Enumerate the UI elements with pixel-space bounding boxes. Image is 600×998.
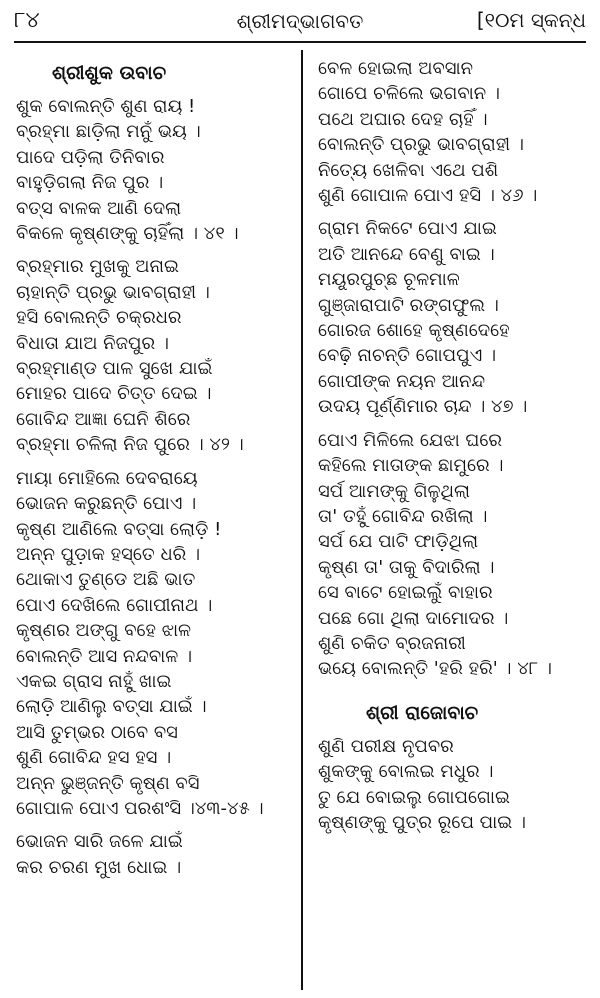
verse-line: ନିତ୍ୟେ ଖେଳିବା ଏଥେ ପଶି bbox=[318, 159, 499, 181]
verse-line: ଶୁକଙ୍କୁ ବୋଲଇ ମଧୁର । bbox=[318, 761, 494, 783]
verse-line: ବତ୍ସ ବାଳକ ଆଣି ଦେଲା bbox=[16, 197, 182, 219]
verse-line: ଲୋଡ଼ି ଆଣିଲୁ ବତ୍ସା ଯାଇଁ । bbox=[16, 696, 207, 718]
column-divider bbox=[301, 50, 303, 990]
verse-line: ପଛେ ଗୋ ଥିଲା ଦାମୋଦର । bbox=[318, 607, 509, 629]
verse-line: ଗୋରଜ ଶୋହେ କୃଷ୍ଣଦେହେ bbox=[318, 320, 510, 342]
verse-line: ସର୍ପ ଯେ ପାଟି ଫାଡ଼ିଥିଲା bbox=[318, 531, 479, 553]
verse-line: ମାୟା ମୋହିଲେ ଦେବରାୟେ bbox=[16, 467, 198, 489]
verse-line: ବେଳ ହୋଇଲା ଅବସାନ bbox=[318, 58, 474, 79]
verse-line: ବ୍ରହ୍ମାଣ୍ଡ ପାଳ ସୁଖେ ଯାଇଁ bbox=[16, 358, 213, 380]
verse-line: ଏକଇ ଗ୍ରାସ ନାହୁଁ ଖାଇ bbox=[16, 670, 172, 692]
verse-line: ଶୁଣି ପରୀକ୍ଷ ନୃପବର bbox=[318, 735, 454, 757]
verse-line: ଭୟେ ବୋଲନ୍ତି 'ହରି ହରି' । ୪୮ । bbox=[318, 658, 552, 680]
section-heading: ଶ୍ରୀଶୁକ ଉବାଚ bbox=[52, 62, 167, 84]
verse-line: ବୋଲନ୍ତି ଆସ ନନ୍ଦବାଳ । bbox=[16, 645, 193, 667]
verse-line: ଭୋଜନ ସାରି ଜଳେ ଯାଇଁ bbox=[16, 831, 183, 853]
verse-line: ମୟୂରପୁଚ୍ଛ ଚୂଳମାଳ bbox=[318, 269, 460, 291]
stanza bbox=[318, 56, 588, 208]
verse-line: କହିଲେ ମାତାଙ୍କ ଛାମୁରେ । bbox=[318, 455, 504, 477]
verse-line: ଥୋକାଏ ତୁଣ୍ଡେ ଅଛି ଭାତ bbox=[16, 569, 196, 591]
verse-line: ବାହୁଡ଼ିଗଲା ନିଜ ପୁର । bbox=[16, 172, 164, 194]
verse-line: ପୋଏ ଦେଖିଲେ ଗୋପୀନାଥ । bbox=[16, 594, 213, 616]
header-rule bbox=[14, 41, 586, 43]
stanza bbox=[16, 94, 296, 246]
verse-line: ଉଦୟ ପୂର୍ଣ୍ଣିମାର ଚାନ୍ଦ । ୪୭ । bbox=[318, 396, 528, 418]
right-column bbox=[318, 56, 588, 843]
verse-line: ମୋହର ପାଦେ ଚିତ୍ତ ଦେଇ । bbox=[16, 383, 212, 405]
verse-line: କୃଷ୍ଣ ତା' ତାକୁ ବିଦାରିଲା । bbox=[318, 556, 495, 578]
stanza bbox=[16, 254, 296, 457]
page-header bbox=[0, 0, 600, 44]
verse-line: କୃଷ୍ଣ ଆଣିଲେ ବତ୍ସା ଲୋଡ଼ି ! bbox=[16, 518, 222, 540]
verse-line: ଶୁଣି ଚକିତ ବ୍ରଜନାରୀ bbox=[318, 632, 466, 654]
verse-line: ତା' ତହୁଁ ଗୋବିନ୍ଦ ରଖିଲା । bbox=[318, 505, 488, 527]
verse-line: ପୋଏ ମିଳିଲେ ଯେଝା ଘରେ bbox=[318, 429, 503, 451]
verse-line: ଗୋପାଳ ପୋଏ ପରଶଂସି ।୪୩-୪୫ । bbox=[16, 797, 264, 819]
left-stanzas bbox=[16, 94, 296, 880]
verse-line: ବେଢ଼ି ନାଚନ୍ତି ଗୋପପୁଏ । bbox=[318, 345, 497, 367]
verse-line: ଗୁଞ୍ଜାରାପାଟି ରଙ୍ଗଫୁଲ । bbox=[318, 294, 499, 316]
verse-line: କର ଚରଣ ମୁଖ ଧୋଇ । bbox=[16, 856, 182, 878]
verse-line: ଗୋପେ ଚଳିଲେ ଭଗବାନ । bbox=[318, 83, 500, 105]
page-number: ୮୪ bbox=[14, 8, 40, 33]
verse-line: ସେ ବାଟେ ହୋଇଲୁଁ ବାହାର bbox=[318, 582, 493, 604]
verse-line: କୃଷ୍ଣର ଅଙ୍ଗୁ ବହେ ଝାଳ bbox=[16, 620, 192, 642]
verse-line: ବିକଳେ କୃଷ୍ଣଙ୍କୁ ଚାହିଁଲା । ୪୧ । bbox=[16, 223, 239, 245]
verse-line: ଅନ୍ନ ଭୁଞ୍ଜନ୍ତି କୃଷ୍ଣ ବସି bbox=[16, 772, 200, 794]
verse-line: ବ୍ରହ୍ମା ଛାଡ଼ିଲା ମନୁଁ ଭୟ । bbox=[16, 121, 201, 143]
section-tag: [୧୦ମ ସ୍କନ୍ଧ bbox=[476, 8, 586, 32]
verse-line: ବ୍ରହ୍ମାର ମୁଖକୁ ଅନାଇ bbox=[16, 256, 179, 278]
verse-line: ବିଧାତା ଯାଅ ନିଜପୁର । bbox=[16, 332, 169, 354]
verse-line: ଚାହାନ୍ତି ପ୍ରଭୁ ଭାବଗ୍ରାହୀ । bbox=[16, 281, 210, 303]
verse-line: ପଥେ ଅଘାର ଦେହ ଚାହିଁ । bbox=[318, 108, 488, 130]
left-column bbox=[16, 56, 296, 888]
verse-line: ଶୁକ ବୋଲନ୍ତି ଶୁଣ ରାୟ ! bbox=[16, 96, 196, 117]
verse-line: ଅନ୍ନ ପୁଡ଼ାକ ହସ୍ତେ ଧରି । bbox=[16, 543, 201, 565]
verse-line: ତୁ ଯେ ବୋଇଲୁ ଗୋପଗୋଇ bbox=[318, 786, 510, 808]
verse-line: ଶୁଣି ଗୋପାଳ ପୋଏ ହସି । ୪୬ । bbox=[318, 185, 538, 207]
right-stanzas-bottom bbox=[318, 734, 588, 836]
stanza bbox=[16, 829, 296, 880]
verse-line: ଆସି ତୁମ୍ଭର ଠାବେ ବସ bbox=[16, 721, 178, 743]
stanza bbox=[318, 428, 588, 682]
verse-line: ବ୍ରହ୍ମା ଚଳିଲା ନିଜ ପୁରେ । ୪୨ । bbox=[16, 434, 244, 456]
verse-line: ଗୋପୀଙ୍କ ନୟନ ଆନନ୍ଦ bbox=[318, 370, 486, 392]
verse-line: ଗ୍ରାମ ନିକଟେ ପୋଏ ଯାଇ bbox=[318, 218, 497, 240]
verse-line: ହସି ବୋଲନ୍ତି ଚକ୍ରଧର bbox=[16, 307, 182, 329]
verse-line: ସର୍ପ ଆମଙ୍କୁ ଗିଳୁଥିଲା bbox=[318, 480, 471, 502]
stanza bbox=[318, 216, 588, 419]
verse-line: ଅତି ଆନନ୍ଦେ ବେଣୁ ବାଇ । bbox=[318, 243, 495, 265]
section-heading-raja: ଶ୍ରୀ ରାଜୋବାଚ bbox=[366, 701, 479, 724]
stanza bbox=[318, 734, 588, 836]
verse-line: ବୋଲନ୍ତି ପ୍ରଭୁ ଭାବଗ୍ରାହୀ । bbox=[318, 134, 524, 156]
right-stanzas-top bbox=[318, 56, 588, 682]
verse-line: ଗୋବିନ୍ଦ ଆଜ୍ଞା ଘେନି ଶିରେ bbox=[16, 408, 191, 430]
verse-line: ଭୋଜନ କରୁଛନ୍ତି ପୋଏ । bbox=[16, 493, 197, 515]
verse-line: କୃଷ୍ଣଙ୍କୁ ପୁତ୍ର ରୂପେ ପାଇ । bbox=[318, 811, 526, 833]
verse-line: ପାଦେ ପଡ଼ିଲା ତିନିବାର bbox=[16, 146, 165, 168]
running-title: ଶ୍ରୀମଦ୍‌ଭାଗବତ bbox=[236, 9, 364, 33]
verse-line: ଶୁଣି ଗୋବିନ୍ଦ ହସ ହସ । bbox=[16, 747, 172, 769]
stanza bbox=[16, 466, 296, 822]
